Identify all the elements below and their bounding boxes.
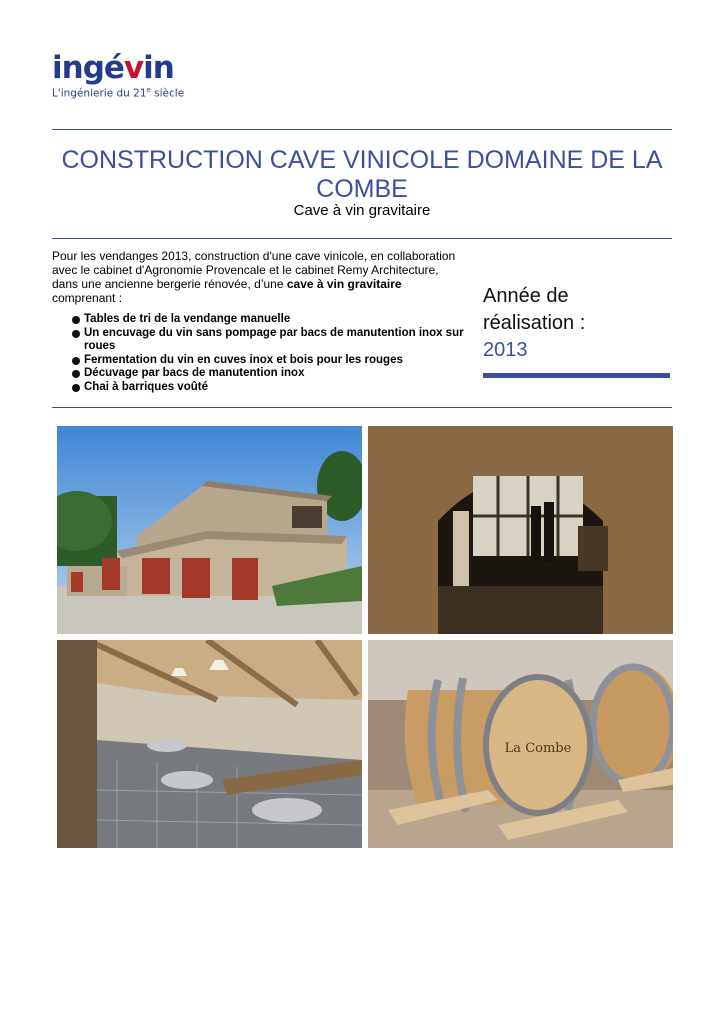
barrel-label: La Combe bbox=[504, 741, 572, 756]
logo-wordmark: ingévin bbox=[52, 50, 174, 86]
intro-emphasis: cave à vin gravitaire bbox=[286, 277, 402, 291]
photo-vat-room bbox=[57, 640, 362, 848]
page-subtitle: Cave à vin gravitaire bbox=[293, 202, 431, 219]
feature-item: Tables de tri de la vendange manuelle bbox=[72, 313, 472, 327]
intro-paragraph: Pour les vendanges 2013, construction d'une cave vinicole, en collaboration avec le cabinet d'Agronomie Provencale et le cabinet Remy Architecture, dans une ancienne bergerie rénovée, d’une cave à vin gravitaire comprenant : bbox=[52, 249, 456, 305]
year-label-line2: réalisation : bbox=[483, 312, 586, 334]
feature-list bbox=[72, 313, 472, 395]
feature-item: Chai à barriques voûté bbox=[72, 381, 472, 395]
year-label-line1: Année de bbox=[483, 285, 569, 307]
year-block bbox=[483, 283, 673, 378]
header-divider-top bbox=[52, 129, 672, 130]
page-title: CONSTRUCTION CAVE VINICOLE DOMAINE DE LA COMBE bbox=[61, 146, 663, 203]
logo-tagline: L'ingénierie du 21e siècle bbox=[52, 86, 185, 100]
company-logo bbox=[52, 52, 184, 100]
year-value: 2013 bbox=[483, 339, 528, 361]
content-divider bbox=[52, 407, 672, 408]
year-accent-bar bbox=[483, 373, 670, 378]
feature-item: Un encuvage du vin sans pompage par bacs de manutention inox sur roues bbox=[72, 327, 472, 354]
photo-building-exterior bbox=[57, 426, 362, 634]
header-divider-bottom bbox=[52, 238, 672, 239]
photo-vaulted-cellar bbox=[368, 426, 673, 634]
photo-barrels bbox=[368, 640, 673, 848]
feature-item: Décuvage par bacs de manutention inox bbox=[72, 367, 472, 381]
feature-item: Fermentation du vin en cuves inox et bois pour les rouges bbox=[72, 354, 472, 368]
